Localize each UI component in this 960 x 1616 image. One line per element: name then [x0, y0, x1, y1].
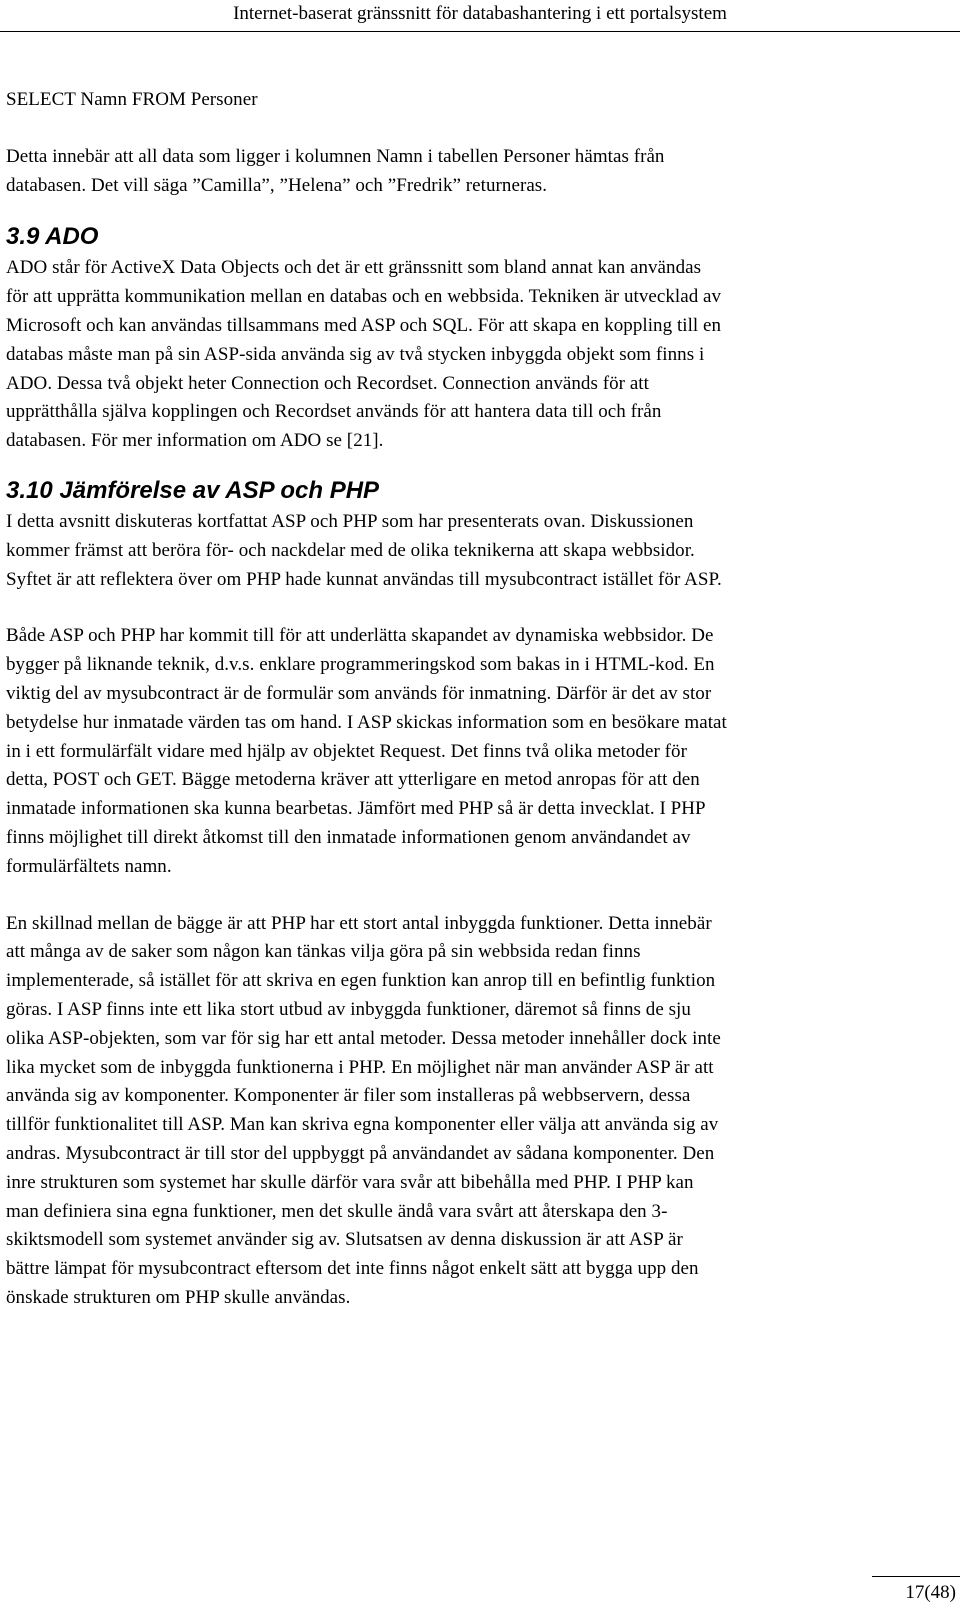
text-line: ADO står för ActiveX Data Objects och det är ett gränssnitt som bland annat kan användas	[6, 257, 702, 279]
text-line: implementerade, så istället för att skriva en egen funktion kan anrop till en befintlig funktion	[6, 970, 716, 992]
heading-3-10-comparison: 3.10 Jämförelse av ASP och PHP	[6, 476, 380, 504]
text-line: finns möjlighet till direkt åtkomst till den inmatade informationen genom användandet av	[6, 826, 691, 848]
text-line: bygger på liknande teknik, d.v.s. enklare programmeringskod som bakas in i HTML-kod. En	[6, 654, 715, 676]
text-line: detta, POST och GET. Bägge metoderna kräver att ytterligare en metod anropas för att den	[6, 769, 700, 791]
text-line: inre strukturen som systemet har skulle därför vara svår att bibehålla med PHP. I PHP kan	[6, 1171, 694, 1193]
text-line: databasen. Det vill säga ”Camilla”, ”Helena” och ”Fredrik” returneras.	[6, 174, 548, 196]
text-line: En skillnad mellan de bägge är att PHP har ett stort antal inbyggda funktioner. Detta innebär	[6, 912, 712, 934]
text-line: andras. Mysubcontract är till stor del uppbyggt på användandet av sådana komponenter. Den	[6, 1142, 715, 1164]
running-header: Internet-baserat gränssnitt för databashantering i ett portalsystem	[0, 0, 960, 32]
text-line: använda sig av komponenter. Komponenter är filer som installeras på webbservern, dessa	[6, 1085, 691, 1107]
text-line: kommer främst att beröra för- och nackdelar med de olika teknikerna att skapa webbsidor.	[6, 539, 695, 561]
comparison-paragraph-2	[6, 622, 942, 881]
heading-3-9-ado: 3.9 ADO	[6, 223, 99, 251]
text-line: Microsoft och kan användas tillsammans med ASP och SQL. För att skapa en koppling till en	[6, 314, 722, 336]
text-line: man definiera sina egna funktioner, men det skulle ändå vara svårt att återskapa den 3-	[6, 1200, 668, 1222]
text-line: betydelse hur inmatade värden tas om hand. I ASP skickas information som en besökare matat	[6, 711, 727, 733]
comparison-paragraph-3	[6, 910, 942, 1313]
text-line: ADO. Dessa två objekt heter Connection och Recordset. Connection används för att	[6, 372, 649, 394]
text-line: formulärfältets namn.	[6, 855, 172, 877]
text-line: tillför funktionalitet till ASP. Man kan skriva egna komponenter eller välja att använda sig av	[6, 1114, 719, 1136]
text-line: lika mycket som de inbyggda funktionerna i PHP. En möjlighet när man använder ASP är att	[6, 1056, 714, 1078]
text-line: I detta avsnitt diskuteras kortfattat ASP och PHP som har presenterats ovan. Diskussionen	[6, 510, 694, 532]
text-line: upprätthålla själva kopplingen och Recordset används för att hantera data till och från	[6, 401, 662, 423]
intro-paragraph	[6, 143, 942, 201]
text-line: databas måste man på sin ASP-sida använda sig av två stycken inbyggda objekt som finns i	[6, 343, 705, 365]
text-line: bättre lämpat för mysubcontract eftersom det inte finns något enkelt sätt att bygga upp den	[6, 1258, 699, 1280]
text-line: önskade strukturen om PHP skulle användas.	[6, 1286, 351, 1308]
text-line: databasen. För mer information om ADO se [21].	[6, 430, 384, 452]
text-line: Syftet är att reflektera över om PHP hade kunnat användas till mysubcontract istället för ASP.	[6, 568, 722, 590]
text-line: skiktsmodell som systemet använder sig av. Slutsatsen av denna diskussion är att ASP är	[6, 1229, 683, 1251]
page-number: 17(48)	[905, 1582, 956, 1603]
comparison-paragraph-1	[6, 508, 942, 594]
text-line: Detta innebär att all data som ligger i kolumnen Namn i tabellen Personer hämtas från	[6, 145, 665, 167]
text-line: viktig del av mysubcontract är de formulär som används för inmatning. Därför är det av stor	[6, 682, 712, 704]
text-line: inmatade informationen ska kunna bearbetas. Jämfört med PHP så är detta invecklat. I PHP	[6, 798, 706, 820]
text-line: göras. I ASP finns inte ett lika stort utbud av inbyggda funktioner, däremot så finns de sju	[6, 998, 691, 1020]
text-line: för att upprätta kommunikation mellan en databas och en webbsida. Tekniken är utvecklad av	[6, 286, 722, 308]
text-line: att många av de saker som någon kan tänkas vilja göra på sin webbsida redan finns	[6, 941, 641, 963]
text-line: Både ASP och PHP har kommit till för att underlätta skapandet av dynamiska webbsidor. De	[6, 625, 714, 647]
ado-paragraph	[6, 254, 942, 456]
footer-rule	[872, 1576, 960, 1577]
page-body	[6, 86, 942, 1313]
text-line: olika ASP-objekten, som var för sig har ett antal metoder. Dessa metoder innehåller dock inte	[6, 1027, 721, 1049]
text-line: in i ett formulärfält vidare med hjälp av objektet Request. Det finns två olika metoder för	[6, 740, 687, 762]
sql-query: SELECT Namn FROM Personer	[6, 89, 258, 110]
